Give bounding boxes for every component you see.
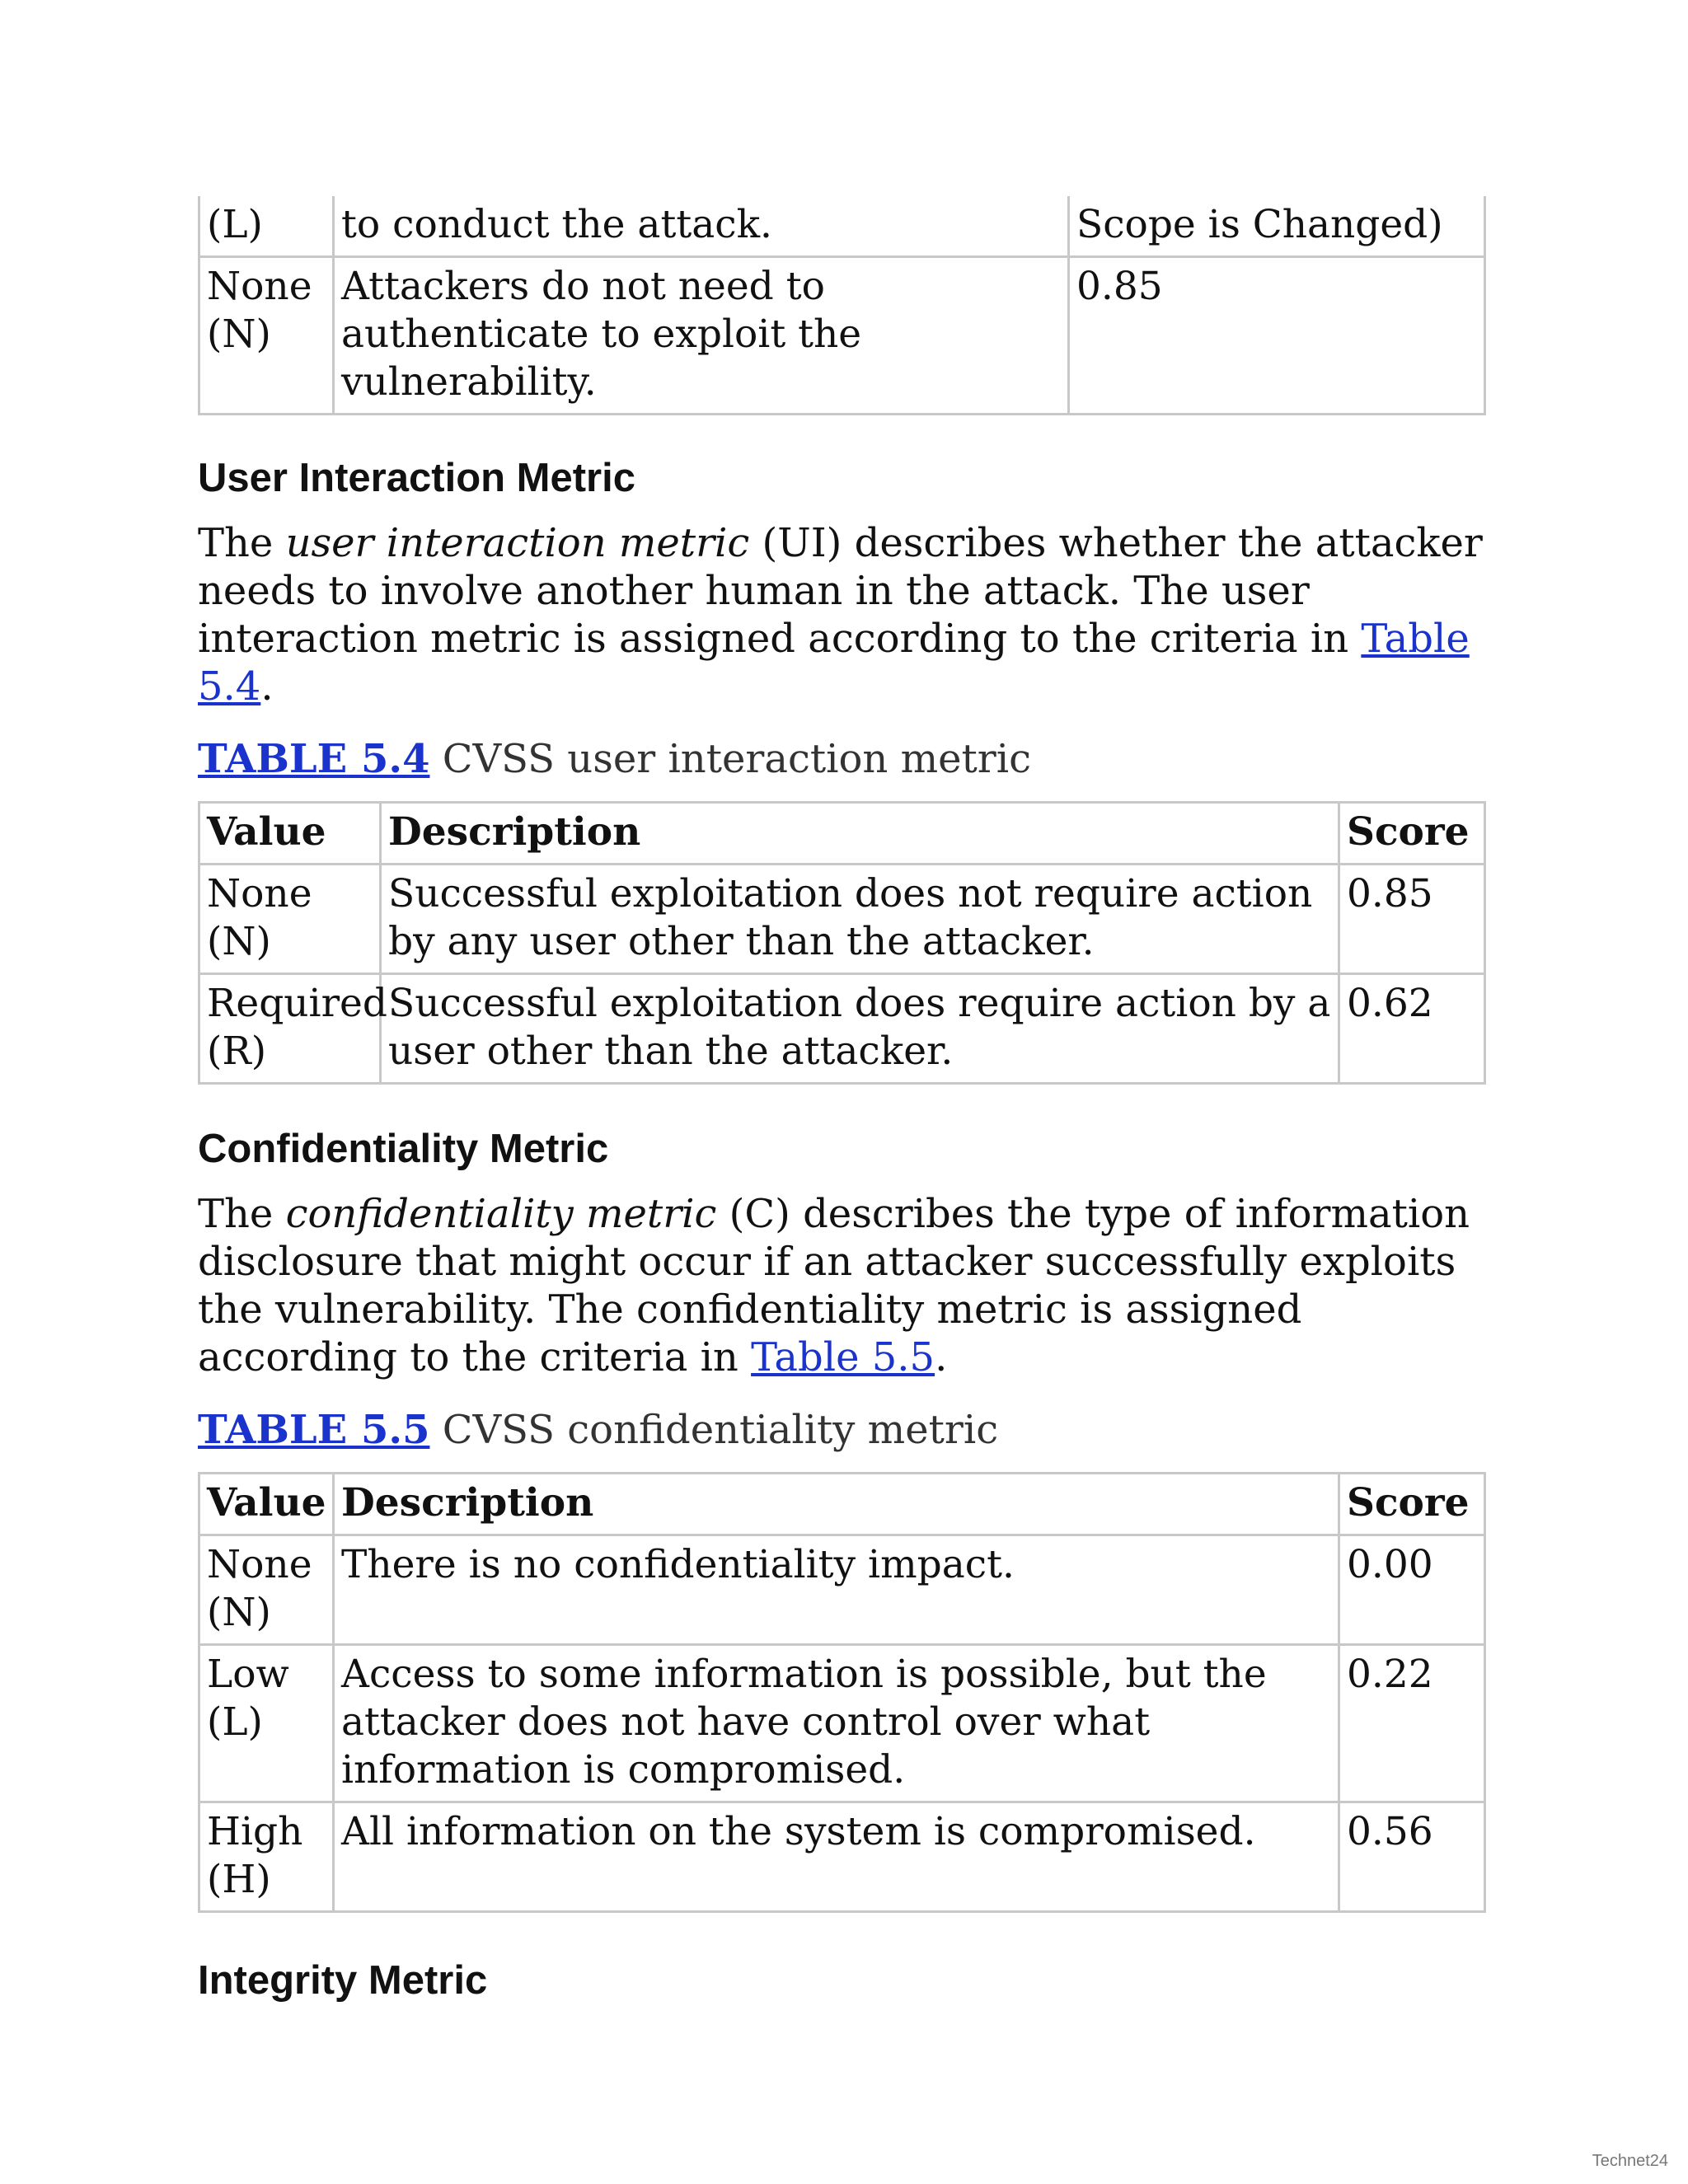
score-cell: 0.62 [1339, 974, 1485, 1084]
table-5-4-link[interactable]: Table 5.4 [198, 616, 1470, 710]
attack-requirements-table-continued [198, 196, 1486, 415]
description-cell: Successful exploitation does not require action by any user other than the attacker. [381, 865, 1339, 974]
description-cell: Successful exploitation does require action by a user other than the attacker. [381, 974, 1339, 1084]
value-cell: Required (R) [199, 974, 381, 1084]
section-heading-confidentiality: Confidentiality Metric [198, 1127, 609, 1171]
value-cell: Low (L) [199, 1645, 334, 1802]
value-cell: (L) [199, 196, 334, 257]
table-5-5-link[interactable]: Table 5.5 [751, 1334, 935, 1380]
description-cell: All information on the system is compromised. [334, 1802, 1339, 1912]
value-cell: None (N) [199, 865, 381, 974]
text-run: . [260, 663, 274, 710]
table-caption [198, 1406, 1484, 1454]
user-interaction-table [198, 801, 1486, 1085]
header-score: Score [1339, 803, 1485, 865]
text-run: (C) describes the type of information disclosure that might occur if an attacker successfully exploits the vulnerability. The confidentiality metric is assigned according to the criteria in [198, 1191, 1470, 1380]
table-5-5-anchor[interactable]: TABLE 5.5 [198, 1407, 430, 1453]
header-description: Description [381, 803, 1339, 865]
table-caption [198, 735, 1484, 783]
description-cell: Attackers do not need to authenticate to exploit the vulnerability. [334, 257, 1069, 415]
page-content [198, 196, 1484, 2005]
score-cell: 0.22 [1339, 1645, 1485, 1802]
confidentiality-table [198, 1472, 1486, 1913]
description-cell: There is no confidentiality impact. [334, 1535, 1339, 1645]
score-cell: Scope is Changed) [1069, 196, 1485, 257]
text-run: . [935, 1334, 948, 1380]
table-5-4-anchor[interactable]: TABLE 5.4 [198, 736, 430, 782]
text-run: The [198, 1191, 286, 1237]
value-cell: None (N) [199, 1535, 334, 1645]
score-cell: 0.85 [1339, 865, 1485, 974]
caption-text: CVSS confidentiality metric [429, 1407, 999, 1453]
table-row [199, 1802, 1485, 1912]
table-header-row [199, 1474, 1485, 1535]
table-row [199, 1535, 1485, 1645]
score-cell: 0.85 [1069, 257, 1485, 415]
emphasis-term: user interaction metric [285, 520, 750, 566]
table-row [199, 1645, 1485, 1802]
table-row [199, 974, 1485, 1084]
value-cell: High (H) [199, 1802, 334, 1912]
header-value: Value [199, 803, 381, 865]
table-header-row [199, 803, 1485, 865]
header-score: Score [1339, 1474, 1485, 1535]
section-heading-integrity: Integrity Metric [198, 1958, 488, 2003]
header-value: Value [199, 1474, 334, 1535]
section-heading-user-interaction: User Interaction Metric [198, 456, 635, 500]
description-cell: to conduct the attack. [334, 196, 1069, 257]
score-cell: 0.00 [1339, 1535, 1485, 1645]
score-cell: 0.56 [1339, 1802, 1485, 1912]
emphasis-term: confidentiality metric [285, 1191, 717, 1237]
table-row [199, 196, 1485, 257]
value-cell: None (N) [199, 257, 334, 415]
table-row [199, 257, 1485, 415]
user-interaction-paragraph [198, 519, 1484, 710]
text-run: (UI) describes whether the attacker needs to involve another human in the attack. The user interaction metric is assigned according to the criteria in [198, 520, 1483, 662]
table-row [199, 865, 1485, 974]
confidentiality-paragraph [198, 1190, 1484, 1381]
header-description: Description [334, 1474, 1339, 1535]
caption-text: CVSS user interaction metric [429, 736, 1031, 782]
description-cell: Access to some information is possible, but the attacker does not have control over what information is compromised. [334, 1645, 1339, 1802]
text-run: The [198, 520, 286, 566]
watermark: Technet24 [1592, 2152, 1668, 2170]
